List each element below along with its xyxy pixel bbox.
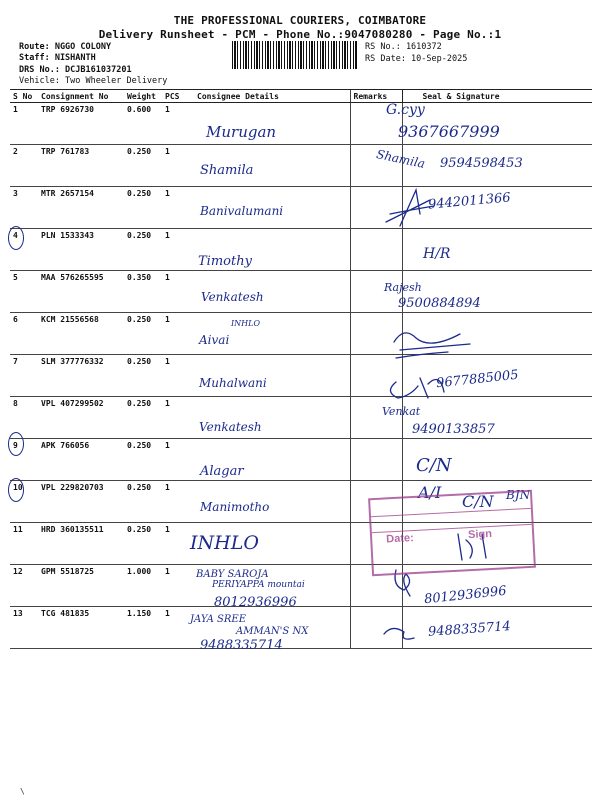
row-pcs: 1 (162, 103, 194, 145)
row-sno: 6 (10, 313, 38, 355)
row-sno: 7 (10, 355, 38, 397)
handwritten-phone: 9594598453 (440, 156, 523, 171)
runsheet-subtitle: Delivery Runsheet - PCM - Phone No.:9047080280 - Page No.:1 (98, 28, 502, 41)
barcode (232, 41, 358, 69)
row-weight: 0.250 (124, 313, 162, 355)
row-sno: 11 (10, 523, 38, 565)
rs-date: RS Date: 10-Sep-2025 (365, 54, 468, 64)
handwritten-name: INHLO (190, 532, 259, 554)
row-pcs: 1 (162, 607, 194, 649)
table-row (10, 439, 592, 481)
handwritten-phone: 9488335714 (200, 638, 283, 653)
table-row (10, 271, 592, 313)
handwritten-phone: 9442011366 (427, 190, 512, 213)
row-sno: 10 (10, 481, 38, 523)
handwritten-name: Alagar (200, 464, 244, 479)
handwritten-name: Aivai (199, 333, 230, 347)
col-consignment: Consignment No (38, 90, 124, 103)
row-sno: 13 (10, 607, 38, 649)
row-weight: 0.250 (124, 523, 162, 565)
handwritten-mark: C/N (416, 455, 452, 476)
vehicle-label: Vehicle: Two Wheeler Delivery (19, 76, 168, 86)
row-weight: 1.000 (124, 565, 162, 607)
row-consignment: TRP 6926730 (38, 103, 124, 145)
staff-label: Staff: NISHANTH (19, 53, 96, 63)
signature: Venkat (382, 405, 421, 418)
handwritten-phone: 9677885005 (435, 367, 520, 392)
delivery-stamp (368, 490, 536, 576)
handwritten-name: Shamila (200, 163, 254, 178)
drs-label: DRS No.: DCJB161037201 (19, 65, 132, 75)
row-consignment: APK 766056 (38, 439, 124, 481)
handwritten-address: AMMAN'S NX (236, 626, 309, 637)
row-remarks (350, 355, 402, 397)
handwritten-phone: 9500884894 (398, 296, 481, 311)
row-weight: 0.250 (124, 187, 162, 229)
table-row (10, 229, 592, 271)
handwritten-note: INHLO (231, 319, 261, 328)
handwritten-name: Manimotho (200, 500, 270, 514)
row-circle-mark (8, 478, 24, 502)
row-weight: 0.250 (124, 229, 162, 271)
row-consignment: VPL 229820703 (38, 481, 124, 523)
row-sno: 9 (10, 439, 38, 481)
handwritten-name: Banivalumani (200, 204, 284, 218)
row-pcs: 1 (162, 523, 194, 565)
company-title: THE PROFESSIONAL COURIERS, COIMBATORE (173, 14, 427, 27)
row-seal (402, 313, 592, 355)
row-consignment: TCG 481835 (38, 607, 124, 649)
rs-number: RS No.: 1610372 (365, 42, 442, 52)
row-sno: 12 (10, 565, 38, 607)
col-seal: Seal & Signature (402, 90, 592, 103)
row-remarks (350, 229, 402, 271)
handwritten-name: Muhalwani (199, 376, 267, 390)
row-sno: 1 (10, 103, 38, 145)
row-weight: 0.250 (124, 481, 162, 523)
stamp-sign-label: Sign (467, 527, 493, 542)
row-consignment: MTR 2657154 (38, 187, 124, 229)
signature: Shamila (375, 147, 427, 171)
row-sno: 8 (10, 397, 38, 439)
row-sno: 5 (10, 271, 38, 313)
col-remarks: Remarks (350, 90, 402, 103)
corner-mark: \ (20, 787, 25, 796)
row-pcs: 1 (162, 313, 194, 355)
col-weight: Weight (124, 90, 162, 103)
table-header-row (10, 90, 592, 103)
row-sno: 2 (10, 145, 38, 187)
handwritten-address: PERIYAPPA mountai (212, 580, 305, 590)
row-pcs: 1 (162, 229, 194, 271)
row-pcs: 1 (162, 439, 194, 481)
handwritten-mark: BJN (506, 488, 531, 502)
row-consignment: PLN 1533343 (38, 229, 124, 271)
row-weight: 0.250 (124, 397, 162, 439)
row-consignment: KCM 21556568 (38, 313, 124, 355)
handwritten-mark: A/I (418, 483, 442, 502)
row-remarks (350, 439, 402, 481)
row-consignment: GPM 5518725 (38, 565, 124, 607)
row-consignment: VPL 407299502 (38, 397, 124, 439)
row-pcs: 1 (162, 271, 194, 313)
row-consignment: MAA 576265595 (38, 271, 124, 313)
handwritten-address: BABY SAROJA (196, 569, 269, 580)
col-sno: S No (10, 90, 38, 103)
row-weight: 0.250 (124, 145, 162, 187)
handwritten-phone: 8012936996 (214, 595, 297, 610)
row-pcs: 1 (162, 355, 194, 397)
row-remarks (350, 187, 402, 229)
table-row (10, 313, 592, 355)
row-weight: 0.250 (124, 355, 162, 397)
row-weight: 0.350 (124, 271, 162, 313)
row-circle-mark (8, 226, 24, 250)
row-consignment: HRD 360135511 (38, 523, 124, 565)
row-weight: 1.150 (124, 607, 162, 649)
row-consignment: SLM 377776332 (38, 355, 124, 397)
row-pcs: 1 (162, 187, 194, 229)
row-remarks (350, 313, 402, 355)
row-remarks (350, 607, 402, 649)
stamp-date-label: Date: (385, 532, 415, 546)
handwritten-name: Timothy (198, 254, 252, 269)
row-sno: 4 (10, 229, 38, 271)
handwritten-mark: C/N (462, 492, 494, 511)
row-circle-mark (8, 432, 24, 456)
row-sno: 3 (10, 187, 38, 229)
handwritten-address: JAYA SREE (190, 614, 247, 625)
row-weight: 0.250 (124, 439, 162, 481)
route-label: Route: NGGO COLONY (19, 42, 112, 52)
row-pcs: 1 (162, 397, 194, 439)
handwritten-name: Murugan (206, 123, 277, 141)
handwritten-phone: 9488335714 (427, 619, 512, 640)
row-consignment: TRP 761783 (38, 145, 124, 187)
handwritten-name: Venkatesh (199, 420, 262, 434)
row-pcs: 1 (162, 565, 194, 607)
handwritten-phone: 9367667999 (398, 122, 500, 141)
table-row (10, 397, 592, 439)
signature: Rajesh (384, 281, 422, 294)
col-consignee: Consignee Details (194, 90, 350, 103)
handwritten-phone: 8012936996 (423, 583, 508, 608)
signature: G.cyy (386, 102, 425, 118)
table-row (10, 103, 592, 145)
handwritten-name: Venkatesh (201, 290, 264, 304)
row-pcs: 1 (162, 481, 194, 523)
row-weight: 0.600 (124, 103, 162, 145)
handwritten-phone: 9490133857 (412, 422, 495, 437)
row-pcs: 1 (162, 145, 194, 187)
handwritten-mark: H/R (423, 246, 451, 262)
col-pcs: PCS (162, 90, 194, 103)
